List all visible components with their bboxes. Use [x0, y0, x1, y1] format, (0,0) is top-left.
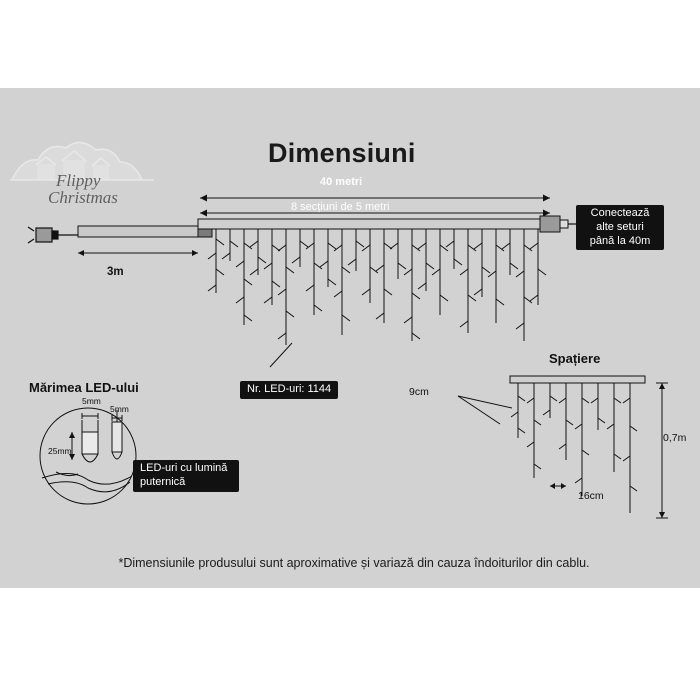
watermark-line2: Christmas: [48, 188, 118, 207]
lead-wire-label: 3m: [107, 266, 124, 278]
plug-icon: [28, 227, 78, 243]
sections-label: 8 secțiuni de 5 metri: [291, 201, 390, 213]
spacing-height-label: 0,7m: [663, 432, 687, 444]
footer-note: *Dimensiunile produsului sunt aproximative și variază din cauza îndoiturilor din cablu.: [118, 556, 590, 570]
total-length-label: 40 metri: [320, 176, 363, 188]
led-count-badge: Nr. LED-uri: 1144: [240, 381, 338, 399]
led-size-title: Mărimea LED-ului: [29, 380, 139, 395]
page-title: Dimensiuni: [268, 138, 416, 168]
spacing-horizontal-label: 16cm: [578, 490, 604, 502]
end-connector-icon: [540, 216, 580, 232]
spacing-drop-label: 9cm: [409, 386, 429, 398]
spacing-title: Spațiere: [549, 351, 601, 366]
bright-led-badge: [133, 460, 239, 492]
watermark-line1: Flippy: [56, 171, 101, 190]
connect-note-line3: până la 40m: [589, 234, 651, 247]
connect-note-line2: alte seturi: [596, 220, 644, 233]
led-height-label: 25mm: [48, 446, 72, 456]
led-width-label-2: 5mm: [110, 404, 129, 414]
led-width-label: 5mm: [82, 396, 101, 406]
bright-led-line2: puternică: [140, 475, 186, 488]
connect-note-badge: [576, 205, 664, 250]
connect-note-line1: Conectează: [590, 207, 650, 219]
bright-led-line1: LED-uri cu lumină: [140, 462, 228, 474]
spacing-diagram: [400, 368, 690, 543]
